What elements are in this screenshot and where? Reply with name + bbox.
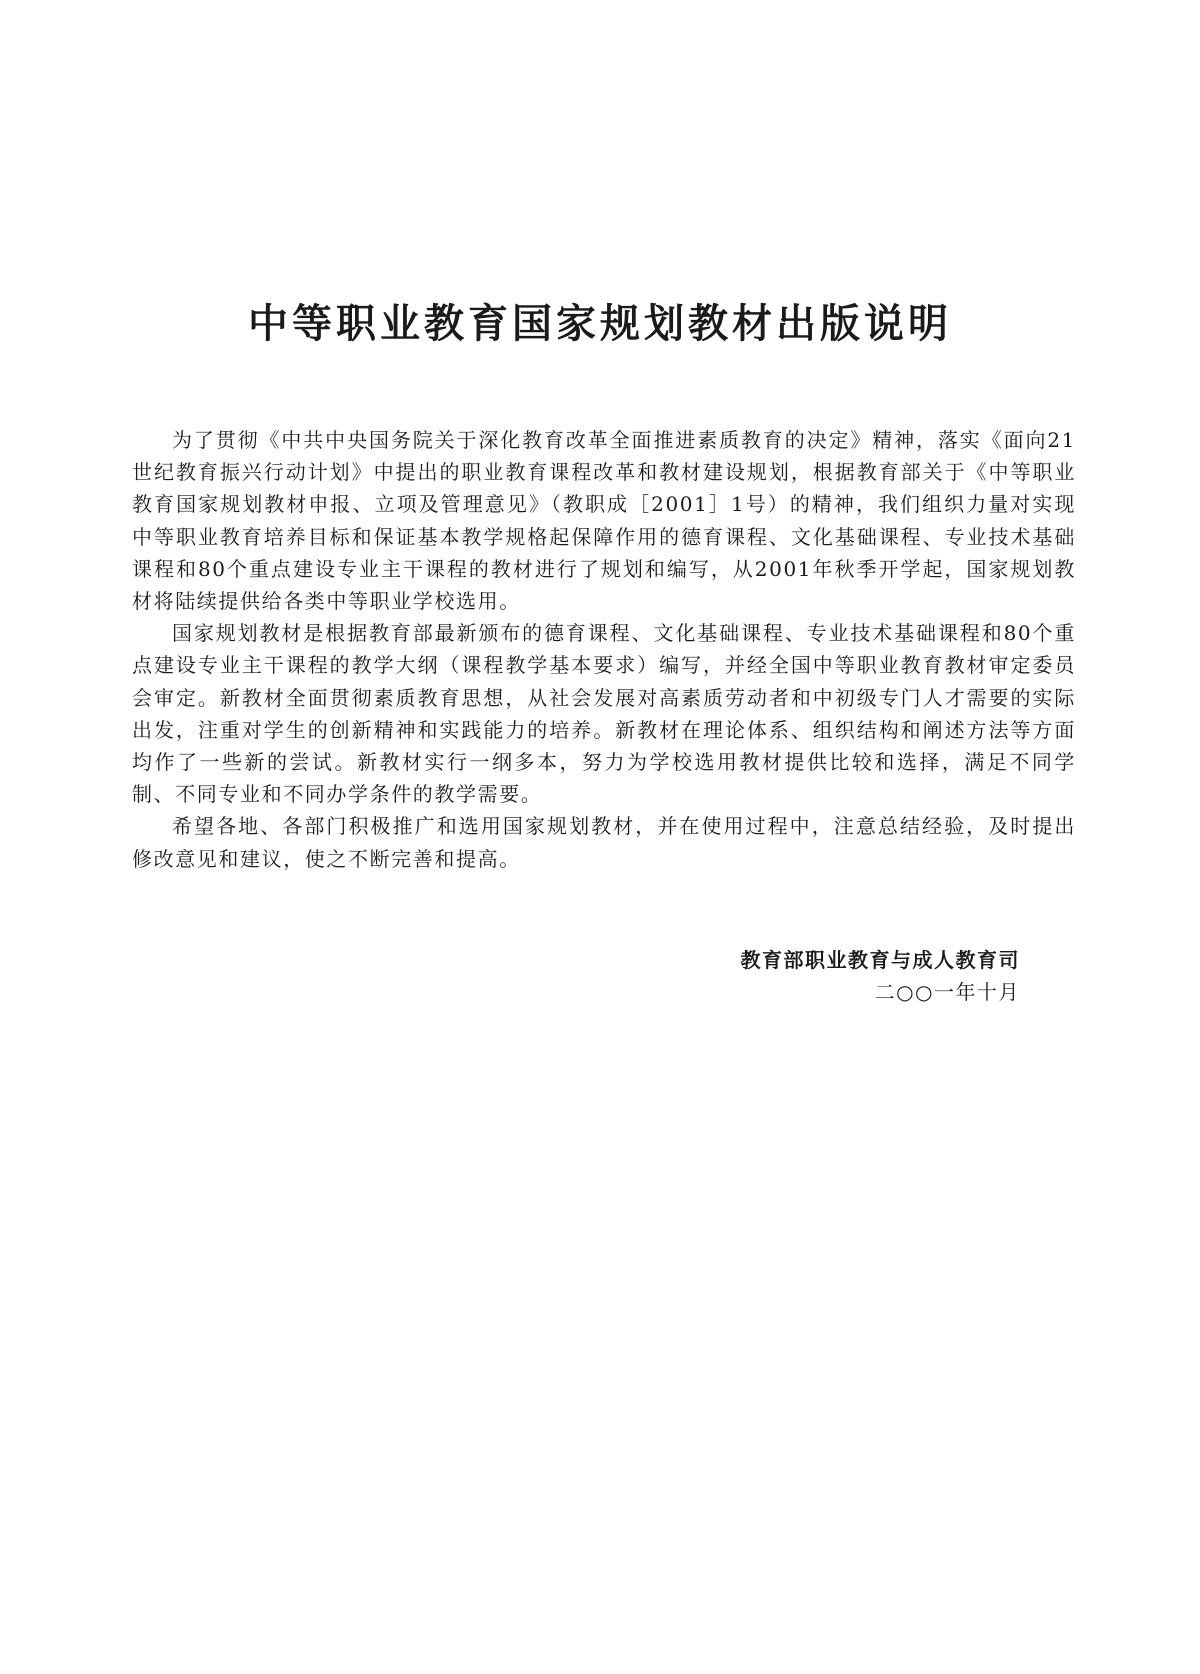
page-title: 中等职业教育国家规划教材出版说明	[248, 301, 952, 347]
paragraph-2: 国家规划教材是根据教育部最新颁布的德育课程、文化基础课程、专业技术基础课程和80个重点建设专业主干课程的教学大纲（课程教学基本要求）编写，并经全国中等职业教育教材审定委员会审定。新教材全面贯彻素质教育思想，从社会发展对高素质劳动者和中初级专门人才需要的实际出发，注重对学生的创新精神和实践能力的培养。新教材在理论体系、组织结构和阐述方法等方面均作了一些新的尝试。新教材实行一纲多本，努力为学校选用教材提供比较和选择，满足不同学制、不同专业和不同办学条件的教学需要。	[132, 621, 1076, 807]
paragraph-3: 希望各地、各部门积极推广和选用国家规划教材，并在使用过程中，注意总结经验，及时提出修改意见和建议，使之不断完善和提高。	[132, 814, 1076, 871]
document-body	[132, 424, 1076, 875]
signature-date: 二○○一年十月	[874, 980, 1020, 1004]
signature-organization: 教育部职业教育与成人教育司	[740, 948, 1020, 972]
paragraph-1: 为了贯彻《中共中央国务院关于深化教育改革全面推进素质教育的决定》精神，落实《面向21世纪教育振兴行动计划》中提出的职业教育课程改革和教材建设规划，根据教育部关于《中等职业教育国家规划教材申报、立项及管理意见》（教职成［2001］1号）的精神，我们组织力量对实现中等职业教育培养目标和保证基本教学规格起保障作用的德育课程、文化基础课程、专业技术基础课程和80个重点建设专业主干课程的教材进行了规划和编写，从2001年秋季开学起，国家规划教材将陆续提供给各类中等职业学校选用。	[132, 428, 1076, 614]
signature-block	[741, 944, 1021, 1008]
